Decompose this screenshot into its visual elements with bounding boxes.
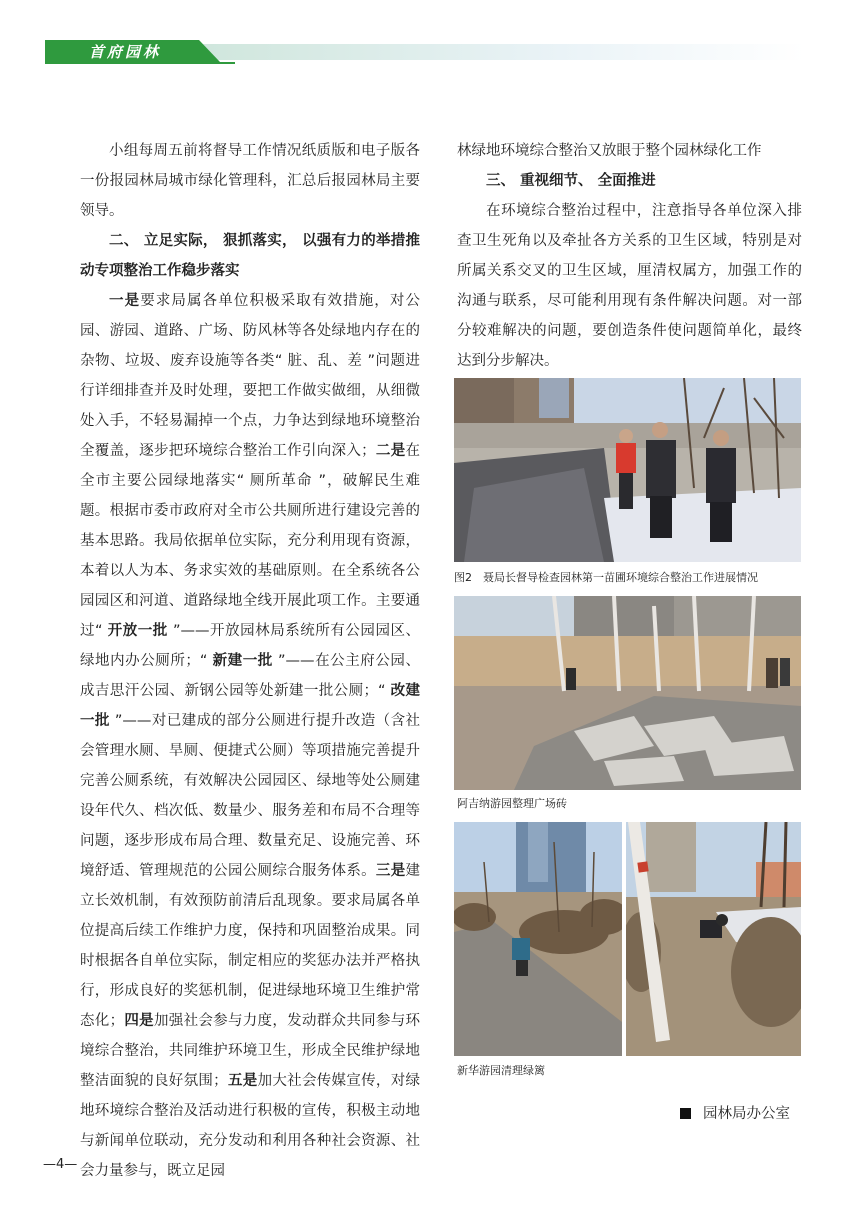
header-banner xyxy=(45,38,805,68)
banner-gradient xyxy=(195,44,805,60)
paragraph: 在环境综合整治过程中，注意指导各单位深入排查卫生死角以及牵扯各方关系的卫生区域，特别是对所属关系交叉的卫生区域，厘清权属方，加强工作的沟通与联系，尽可能利用现有条件解决问题。对一部分较难解决的问题，要创造条件使问题简单化，最终达到分步解决。 xyxy=(457,203,802,369)
text-run: 加大社会传媒宣传，对绿地环境综合整治及活动进行积极的宣传，积极主动地与新闻单位联动，充分发动和利用各种社会资源、社会力量参与，既立足园 xyxy=(80,1073,421,1179)
signature-marker xyxy=(680,1108,691,1119)
text-run: ”——在公主府公园、成吉思汗公园、新钢公园等处新建一批公厕；“ xyxy=(80,653,420,699)
section-heading-3: 三、 重视细节、 全面推进 xyxy=(486,173,656,189)
photo-hedge-trimming xyxy=(626,822,801,1056)
figure-caption-2: 阿吉纳游园整理广场砖 xyxy=(457,797,567,810)
paragraph: 小组每周五前将督导工作情况纸质版和电子版各一份报园林局城市绿化管理科，汇总后报园林局主要领导。 xyxy=(80,143,420,219)
lead-term: 二是 xyxy=(375,443,406,459)
lead-term: 四是 xyxy=(124,1013,154,1029)
figure-caption-3: 新华游园清理绿篱 xyxy=(457,1064,545,1077)
lead-term: 三是 xyxy=(375,863,406,879)
photo-nursery-inspection xyxy=(454,378,801,562)
bold-term: 开放一批 xyxy=(107,623,168,639)
text-run: ”——对已建成的部分公厕进行提升改造（含社会管理水厕、旱厕、便捷式公厕）等项措施完善提升完善公厕系统，有效解决公园园区、绿地等处公厕建设年代久、档次低、数量少、服务差和布局不合理等问题，逐步形成布局合理、数量充足、设施完善、环境舒适、管理规范的公园公厕综合服务体系。 xyxy=(80,713,421,879)
lead-term: 一是 xyxy=(109,293,141,309)
paragraph: 林绿地环境综合整治又放眼于整个园林绿化工作 xyxy=(457,143,762,159)
right-column xyxy=(457,136,802,376)
photo-square-bricks xyxy=(454,596,801,790)
bold-term: 改建一批 xyxy=(80,683,421,729)
photo-hedge-path xyxy=(454,822,622,1056)
bold-term: 新建一批 xyxy=(212,653,273,669)
page-number: —4— xyxy=(43,1157,78,1172)
figure-caption-1: 图2 聂局长督导检查园林第一苗圃环境综合整治工作进展情况 xyxy=(454,571,758,584)
signature: 园林局办公室 xyxy=(703,1106,790,1122)
left-column xyxy=(80,136,420,1186)
text-run: 在全市主要公园绿地落实“ 厕所革命 ”，破解民生难题。根据市委市政府对全市公共厕所进行建设完善的基本思路。我局依据单位实际，充分利用现有资源，本着以人为本、务求实效的基础原则。在全系统各公园园区和河道、道路绿地全线开展此项工作。主要通过“ xyxy=(80,443,421,639)
banner-underline xyxy=(45,62,235,64)
text-run: 建立长效机制，有效预防前清后乱现象。要求局属各单位提高后续工作维护力度，保持和巩固整治成果。同时根据各自单位实际，制定相应的奖惩办法并严格执行，形成良好的奖惩机制，促进绿地环境卫生维护常态化； xyxy=(80,863,421,1029)
paragraph xyxy=(80,286,420,1186)
lead-term: 五是 xyxy=(227,1073,258,1089)
text-run: 要求局属各单位积极采取有效措施，对公园、游园、道路、广场、防风林等各处绿地内存在的杂物、垃圾、废弃设施等各类“ 脏、乱、差 ”问题进行详细排查并及时处理，要把工作做实做细，从细微处入手，不轻易漏掉一个点，力争达到绿地环境整治全覆盖，逐步把环境综合整治工作引向深入； xyxy=(80,293,421,459)
header-title: 首府园林 xyxy=(89,43,162,61)
text-run: ”——开放园林局系统所有公园园区、绿地内办公厕所；“ xyxy=(80,623,421,669)
text-run: 加强社会参与力度，发动群众共同参与环境综合整治，共同维护环境卫生，形成全民维护绿地整洁面貌的良好氛围； xyxy=(80,1013,421,1089)
section-heading-2: 二、 立足实际， 狠抓落实， 以强有力的举措推动专项整治工作稳步落实 xyxy=(80,233,420,279)
